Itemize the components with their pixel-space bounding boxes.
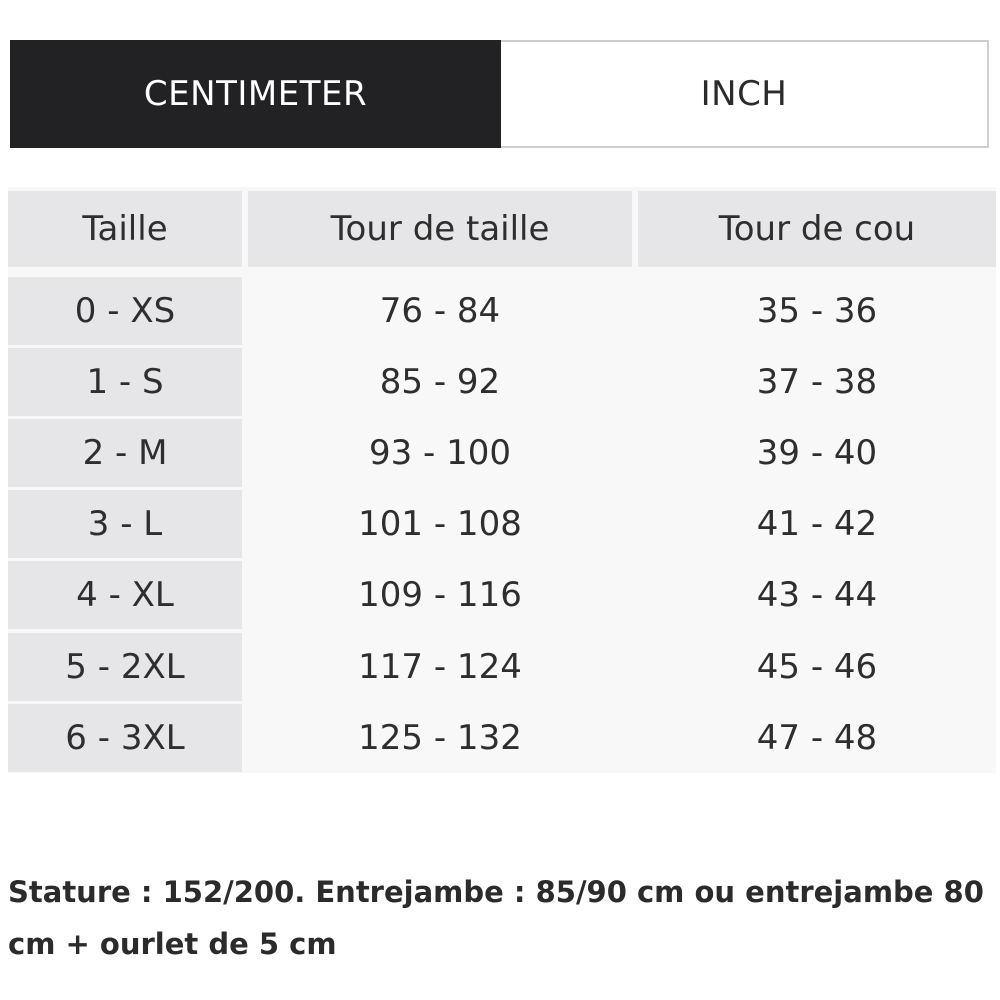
waist-cell: 125 - 132 [358, 718, 522, 758]
neck-cell: 37 - 38 [756, 362, 878, 402]
waist-cell: 117 - 124 [358, 647, 522, 687]
neck-cell: 35 - 36 [756, 291, 878, 331]
header-size: Taille [8, 191, 242, 267]
neck-cell: 41 - 42 [756, 504, 878, 544]
waist-cell: 109 - 116 [358, 575, 522, 615]
size-cell: 0 - XS [8, 277, 242, 345]
size-cell: 2 - M [8, 419, 242, 487]
waist-cell: 76 - 84 [379, 291, 501, 331]
size-table [8, 187, 996, 773]
unit-toggle [10, 40, 989, 148]
waist-cell: 85 - 92 [379, 362, 501, 402]
tab-inch[interactable]: INCH [501, 40, 989, 148]
waist-cell: 101 - 108 [358, 504, 522, 544]
header-neck: Tour de cou [638, 191, 996, 267]
neck-cell: 39 - 40 [756, 433, 878, 473]
header-waist: Tour de taille [248, 191, 632, 267]
waist-cell: 93 - 100 [368, 433, 512, 473]
size-cell: 3 - L [8, 490, 242, 558]
tab-centimeter[interactable]: CENTIMETER [10, 40, 501, 148]
size-cell: 4 - XL [8, 561, 242, 629]
size-footnote: Stature : 152/200. Entrejambe : 85/90 cm ou entrejambe 80 cm + ourlet de 5 cm [8, 875, 984, 961]
size-cell: 6 - 3XL [8, 704, 242, 772]
neck-cell: 47 - 48 [756, 718, 878, 758]
size-cell: 1 - S [8, 348, 242, 416]
neck-cell: 43 - 44 [756, 575, 878, 615]
size-cell: 5 - 2XL [8, 633, 242, 701]
neck-cell: 45 - 46 [756, 647, 878, 687]
